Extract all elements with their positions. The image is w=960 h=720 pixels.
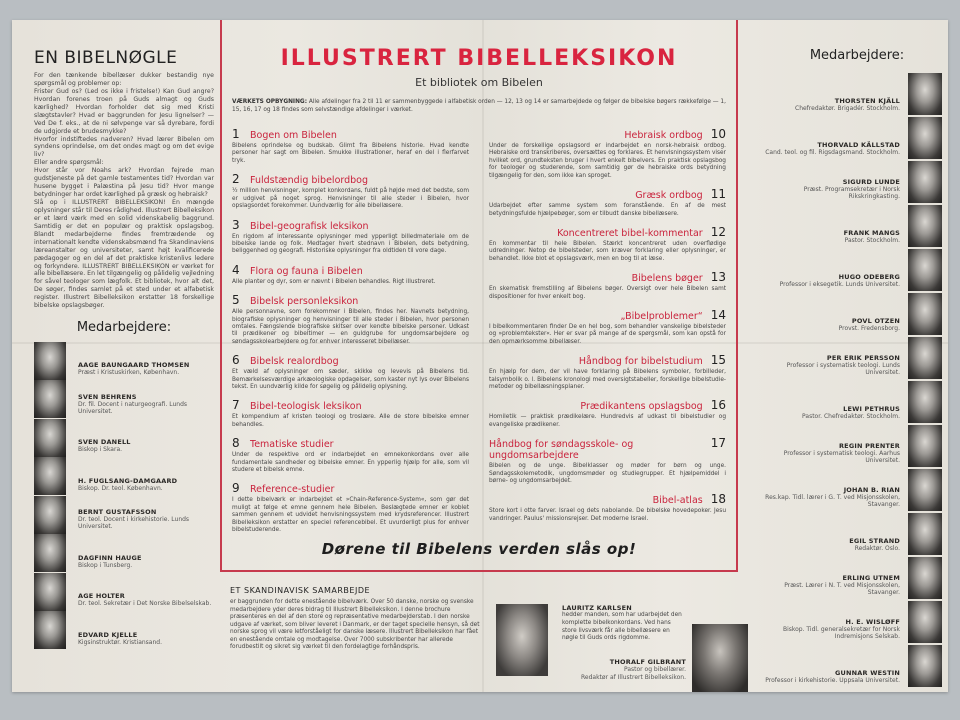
collab-text: er baggrunden for dette enestående bibelværk. Over 50 danske, norske og svenske medarbejdere yder deres bidrag til Illustrert Bibelleksikon. I denne brochure præsenteres en del af den store og repræsentative medarbejderstab. I den norske udgave af værket, som bliver leveret i Danmark, er der taget specielle hensyn, så det norske sprog vil være letforståeligt for danske læsere. Illustrert Bibelleksikon har fået en enestående omtale og modtagelse. Over 7000 subskribenter har allerede forudbestilt og sikret sig værket til den fordelagtige forhåndspris. — [230, 599, 480, 651]
contributor — [34, 341, 214, 380]
portrait-photo — [908, 513, 942, 555]
section-entry — [489, 127, 726, 180]
contributor-name: EDVARD KJELLE — [78, 630, 138, 639]
contributor — [752, 467, 942, 511]
contributor-role: Professor i eksegetik. Lunds Universitet. — [779, 280, 900, 288]
gilbrant-role: Pastor og bibellærer. — [624, 666, 686, 674]
section-description: Alle planter og dyr, som er nævnt i Bibelen behandles. Rigt illustreret. — [232, 278, 436, 285]
slogan: Dørene til Bibelens verden slås op! — [321, 540, 637, 558]
gilbrant-role: Redaktør af Illustrert Bibelleksikon. — [581, 673, 686, 681]
contributor-role: Kigsinstruktør. Kristiansand. — [78, 638, 162, 646]
section-number: 5 — [232, 293, 240, 308]
section-number: 15 — [710, 353, 726, 368]
intro-paragraph: Slå op i ILLUSTRERT BIBELLEKSIKON! En mængde oplysninger står til Deres rådighed. Illustrert Bibelleksikon er et lærd værk med en solid videnskabelig baggrund. Samtidig er det en populær og praktisk opslagsbog. Blandt medarbejderne findes fremtrædende og internationalt kendte videnskabsmænd fra Skandinaviens læreanstalter og universiteter, samt højt kvalificerede pædagoger og en del af det praktiske kristenlivs ledere og forkyndere. ILLUSTRERT BIBELLEKSIKON er værket for alle bibellæsere. En let tilgængelig og pålidelig vejledning for såvel teologer som lægfolk. Et bibliotek, hvor alt det, De søger, findes samlet på et sted under et alfabetisk register. Illustrert Bibelleksikon erstatter 18 forskellige bibelske opslagsbøger. — [34, 199, 214, 310]
contributor — [752, 291, 942, 335]
section-title: Reference-studier — [250, 484, 335, 496]
section-title: Bibelsk personleksikon — [250, 296, 359, 308]
sections-column-right — [479, 120, 736, 534]
portrait-photo — [908, 293, 942, 335]
section-title: Bibelsk realordbog — [250, 356, 339, 368]
contributor-name: REGIN PRENTER — [838, 441, 900, 450]
section-description: I bibelkommentaren finder De en hel bog, som behandler vanskelige bibelsteder og »problemtekster«. Her er svar på mange af de spørgsmål, som kan opstå for den opmærksomme bibellæser. — [489, 323, 726, 345]
section-number: 12 — [710, 224, 726, 239]
section-description: I dette bibelværk er indarbejdet et »Chain-Reference-System«, som gør det muligt at følge et emne gennem hele Bibelen. Beslægtede emner er koblet sammen gennem et udvidet henvisningssystem med krydsreferencer. Illustrert Bibelleksikon erstatter en speciel referencebibel. Et uvurderligt plus for enhver bibelstuderende. — [232, 497, 469, 534]
section-description: Bibelens oprindelse og budskab. Glimt fra Bibelens historie. Hvad kendte personer har sagt om Bibelen. Smukke illustrationer, heraf en del i flerfarvet tryk. — [232, 143, 469, 164]
section-title: Bibel-geografisk leksikon — [250, 220, 369, 232]
contributor-name: SIGURD LUNDE — [842, 177, 900, 186]
section-title: Græsk ordbog — [635, 190, 703, 202]
section-entry — [489, 308, 726, 346]
section-number: 6 — [232, 353, 240, 368]
section-description: Homiletik — praktisk prædikelære. Hundredvis af udkast til bibelstudier og evangeliske prædikener. — [489, 414, 726, 428]
section-description: Store kort i otte farver. Israel og dets nabolande. De bibelske hovedepoker. Jesu vandringer. Paulus' missionsrejser. Det moderne Israel. — [489, 508, 726, 522]
contributor-name: AGE HOLTER — [78, 592, 125, 601]
intro-text — [34, 72, 214, 310]
contributor-role: Pastor. Stockholm. — [844, 236, 900, 244]
contributor — [34, 380, 214, 419]
portrait-photo — [34, 419, 66, 457]
contributor-role: Chefredaktør. Brigadér. Stockholm. — [795, 104, 900, 112]
contents-box — [220, 20, 738, 572]
section-entry — [489, 492, 726, 523]
section-number: 13 — [710, 270, 726, 285]
contributor-role: Dr. teol. Docent i kirkehistorie. Lunds Universitet. — [78, 516, 190, 531]
contributor-name: LEWI PETHRUS — [843, 404, 900, 413]
structure-text: Alle afdelinger fra 2 til 11 er sammenbyggede i alfabetisk orden — 12, 13 og 14 er samarbejdede og følger de bibelske bøgers rækkefølge — 1, 15, 16, 17 og 18 findes som selvstændige afdelinger i værket. — [232, 99, 726, 113]
portrait-photo — [908, 337, 942, 379]
section-number: 11 — [710, 187, 726, 202]
contributor-role: Biskop i Tunsberg. — [78, 561, 133, 569]
contributor — [752, 511, 942, 555]
portrait-photo — [908, 601, 942, 643]
contributor-role: Res.kap. Tidl. lærer i G. T. ved Misjonsskolen, Stavanger. — [765, 493, 900, 508]
section-number: 17 — [710, 436, 726, 451]
contributor-role: Provst. Fredensborg. — [838, 324, 900, 332]
contributor-name: ERLING UTNEM — [842, 573, 900, 582]
contributor — [34, 534, 214, 573]
section-description: En skematisk fremstilling af Bibelens bøger. Oversigt over hele Bibelen samt dispositioner for hver enkelt bog. — [489, 286, 726, 300]
contributor-name: H. FUGLSANG-DAMGAARD — [78, 476, 178, 485]
contributor — [752, 159, 942, 203]
contributor-role: Biskop. Tidl. generalsekretær for Norsk Indremisjons Selskab. — [782, 625, 900, 640]
section-number: 9 — [232, 481, 240, 496]
section-entry — [232, 293, 469, 346]
section-description: Et kompendium af kristen teologi og troslære. Alle de store bibelske emner behandles. — [232, 414, 469, 428]
contributor-role: Biskop. Dr. teol. København. — [78, 484, 163, 492]
portrait-photo — [34, 457, 66, 495]
section-description: ½ million henvisninger, komplet konkordans, fuldt på højde med det bedste, som er udgivet på noget sprog. Henvisninger til alle steder i Bibelen, hvor opslagsordet forekommer. Uundværlig for alle bibellæsere. — [232, 188, 469, 210]
section-description: Alle personnavne, som forekommer i Bibelen, findes her. Navnets betydning, biografiske oplysninger og henvisninger til alle steder i Bibelen, hvor personen omtales. Fængslende biografiske skitser over kendte bibelske personer. Udkast til prædikener og bibeltimer — en guldgrube for ungdomsarbejdere og søndagsskolearbejdere og for enhver interesseret bibellæser. — [232, 309, 469, 345]
contributor — [752, 379, 942, 423]
section-description: Under de respektive ord er indarbejdet en emnekonkordans over alle fundamentale sandheder og bibelske emner. En ypperlig hjælp for alle, som vil studere et bibelsk emne. — [232, 452, 469, 473]
contributor-name: BERNT GUSTAFSSON — [78, 508, 157, 517]
contributor — [752, 555, 942, 599]
contributor-role: Dr. teol. Sekretær i Det Norske Bibelselskab. — [78, 600, 212, 608]
contributor — [34, 611, 214, 650]
section-number: 1 — [232, 127, 240, 142]
contributor — [34, 495, 214, 534]
section-description: Et væld af oplysninger om sæder, skikke og levevis på Bibelens tid. Bemærkelsesværdige arkæologiske opdagelser, som kaster nyt lys over Bibelens tekst. En uundværlig kilde for søgelig og pålidelig oplysning. — [232, 369, 469, 390]
section-entry — [232, 398, 469, 429]
section-number: 14 — [710, 307, 726, 322]
contributor-role: Professor i systematisk teologi. Aarhus Universitet. — [783, 449, 900, 464]
portrait-photo — [908, 73, 942, 115]
scandinavian-collab-section — [230, 586, 480, 652]
section-number: 18 — [710, 492, 726, 507]
lexicon-subtitle: Et bibliotek om Bibelen — [415, 76, 543, 89]
section-title: Tematiske studier — [250, 439, 334, 451]
contributor — [752, 71, 942, 115]
contributor-name: THORSTEN KJÄLL — [834, 96, 900, 105]
portrait-photo — [34, 534, 66, 572]
editors-section — [496, 604, 746, 704]
contributors-heading: Medarbejdere: — [76, 320, 172, 336]
portrait-photo — [34, 573, 66, 611]
contributor — [752, 643, 942, 687]
contributor-name: SVEN BEHRENS — [78, 392, 137, 401]
section-number: 3 — [232, 217, 240, 232]
gilbrant-name: THORALF GILBRANT — [609, 658, 686, 666]
section-title: Fuldstændig bibelordbog — [250, 175, 369, 187]
section-entry — [489, 187, 726, 218]
contributor-name: THORVALD KÄLLSTAD — [817, 140, 900, 149]
portrait-photo — [34, 342, 66, 380]
section-title: Koncentreret bibel-kommentar — [557, 227, 703, 239]
intro-paragraph: Hvor står vor Noahs ark? Hvordan fejrede man gudstjeneste på det gamle testamentes tid? Hvordan var husene bygget i Palæstina på Jesu tid? Hvor mange betydninger har ordet kærlighed på græsk og hebraisk? — [34, 167, 214, 199]
portrait-photo — [908, 249, 942, 291]
section-title: Håndbog for søndagsskole- og ungdomsarbejdere — [489, 439, 634, 462]
section-description: En kommentar til hele Bibelen. Stærkt koncentreret uden overflødige udredninger. Netop de bibelsteder, som kræver forklaring eller oplysninger, er behandlet. Ikke blot et opslagsværk, men en bog til at læse. — [489, 240, 726, 262]
contributor — [34, 572, 214, 611]
section-description: Under de forskellige opslagsord er indarbejdet en norsk-hebraisk ordbog. Hebraiske ord transkriberes, oversættes og forklares. Et henvisningssystem viser hvilket ord, grundteksten bruger i hvert enkelt bibelvers. En praktisk opslagsbog for teologer og studerende, som samtidig gør de hebraiske ords betydning tilgængelig for den, som ikke kan sproget. — [489, 143, 726, 179]
contributor-name: SVEN DANELL — [78, 438, 131, 447]
section-description: En hjælp for dem, der vil have forklaring på Bibelens symboler, forbilleder, talsymbolik o. l. Bibelens kronologi med oversigtstabeller, forskellige bibelstudie-metoder og bibellæsningsplaner. — [489, 369, 726, 390]
section-number: 4 — [232, 262, 240, 277]
section-title: Bibel-atlas — [652, 495, 703, 507]
contributor-role: Præst. Programsekretær i Norsk Rikskringkasting. — [803, 185, 900, 200]
portrait-photo — [908, 381, 942, 423]
contributor — [752, 247, 942, 291]
left-panel — [34, 48, 214, 649]
contributor-name: HUGO ODEBERG — [838, 272, 900, 281]
contributor-role: Biskop i Skara. — [78, 446, 123, 454]
intro-paragraph: Eller andre spørgsmål: — [34, 159, 104, 167]
section-description: Udarbejdet efter samme system som foranstående. En af de mest betydningsfulde hjælpebøger, som er tilbudt danske bibellæsere. — [489, 203, 726, 217]
contributor-role: Professor i systematisk teologi. Lunds Universitet. — [786, 361, 900, 376]
contributor-name: H. E. WISLØFF — [845, 617, 900, 626]
contributor — [34, 418, 214, 457]
section-entry — [232, 172, 469, 210]
contributor-role: Pastor. Chefredaktør. Stockholm. — [802, 412, 900, 420]
section-entry — [489, 225, 726, 263]
gilbrant-caption — [568, 658, 686, 681]
section-title: Håndbog for bibelstudium — [578, 356, 703, 368]
contributor — [752, 203, 942, 247]
karlsen-portrait-photo — [496, 604, 548, 676]
contributors-heading: Medarbejdere: — [809, 48, 905, 63]
contributor-role: Præst. Lærer i N. T. ved Misjonsskolen, Stavanger. — [784, 581, 900, 596]
karlsen-caption — [562, 604, 682, 643]
portrait-photo — [908, 557, 942, 599]
contributor — [752, 115, 942, 159]
contributor-name: GUNNAR WESTIN — [835, 668, 900, 677]
section-number: 2 — [232, 172, 240, 187]
portrait-photo — [908, 425, 942, 467]
portrait-photo — [908, 645, 942, 687]
contributor-name: POVL OTZEN — [851, 316, 900, 325]
portrait-photo — [34, 611, 66, 649]
portrait-photo — [34, 496, 66, 534]
section-entry — [232, 436, 469, 474]
right-panel — [752, 48, 942, 687]
contributor-role: Præst i Kristuskirken, København. — [78, 369, 180, 377]
portrait-photo — [908, 161, 942, 203]
section-entry — [489, 398, 726, 429]
gilbrant-portrait-photo — [692, 624, 748, 692]
contributor-role: Cand. teol. og fil. Rigsdagsmand. Stockholm. — [765, 148, 900, 156]
section-entry — [232, 218, 469, 256]
contributor-name: DAGFINN HAUGE — [78, 553, 142, 562]
section-title: „Bibelproblemer“ — [620, 310, 703, 322]
intro-paragraph: Hvorfor indstiftedes nadveren? Hvad lærer Bibelen om syndens oprindelse, om det ondes magt og om det evige liv? — [34, 135, 214, 159]
contributor-role: Redaktør. Oslo. — [854, 544, 900, 552]
contributor-name: PER ERIK PERSSON — [826, 353, 900, 362]
lexicon-title: ILLUSTRERT BIBELLEKSIKON — [280, 46, 678, 71]
section-title: Bibelens bøger — [631, 273, 703, 285]
brochure-sheet — [12, 20, 948, 692]
section-description: Bibelen og de unge. Bibelklasser og møder for børn og unge. Søndagsskolemetodik, ungdomsmøder og studiegrupper. Et hjælpemiddel i børne- og ungdomsarbejdet. — [489, 463, 726, 484]
structure-note — [232, 99, 726, 114]
portrait-photo — [34, 380, 66, 418]
contributor-name: JOHAN B. RIAN — [843, 485, 900, 494]
karlsen-text: hedder manden, som har udarbejdet den komplette bibelkonkordans. Ved hans store livsværk får alle bibellæsere en nøgle til Guds ords rigdomme. — [562, 612, 682, 642]
portrait-photo — [908, 469, 942, 511]
portrait-photo — [908, 117, 942, 159]
contributors-list-left — [34, 341, 214, 649]
section-number: 8 — [232, 436, 240, 451]
section-title: Bogen om Bibelen — [250, 130, 337, 142]
contributor — [752, 423, 942, 467]
contributor — [34, 457, 214, 496]
contributor — [752, 335, 942, 379]
section-entry — [232, 353, 469, 391]
intro-paragraph: Frister Gud os? (Led os ikke i fristelse!) Kan Gud angre? Hvordan forenes troen på Guds almagt og Guds kærlighed? Hvordan forholder det sig med Kristi slægtstavler? Hvad er baggrunden for Jesu lignelser? — Ved De f. eks., at de ni sølvpenge var så dyrebare, fordi de udgjorde et brudesmykke? — [34, 87, 214, 135]
collab-heading: ET SKANDINAVISK SAMARBEJDE — [230, 586, 371, 595]
sections-column-left — [222, 120, 479, 534]
section-entry — [489, 436, 726, 485]
section-entry — [232, 481, 469, 534]
contributor-name: AAGE BAUNGAARD THOMSEN — [78, 361, 190, 370]
section-description: En rigdom af interessante oplysninger med ypperligt billedmateriale om de bibelske lande og folk. Medtager hvert stednavn i Bibelen, dets betydning, beliggenhed og geografi. Historiske oplysninger fra oldtiden til vore dage. — [232, 233, 469, 255]
intro-paragraph: For den tænkende bibellæser dukker bestandig nye spørgsmål og problemer op: — [34, 72, 214, 87]
contributor — [752, 599, 942, 643]
section-number: 10 — [710, 127, 726, 142]
section-entry — [489, 353, 726, 391]
contributor-role: Professor i kirkehistorie. Uppsala Universitet. — [765, 676, 900, 684]
structure-label: VÆRKETS OPBYGNING: — [232, 99, 308, 105]
contributor-name: EGIL STRAND — [849, 536, 900, 545]
bibelnogle-heading: EN BIBELNØGLE — [34, 48, 178, 68]
contributor-role: Dr. fil. Docent i naturgeografi. Lunds Universitet. — [78, 400, 188, 415]
karlsen-name: LAURITZ KARLSEN — [562, 604, 632, 612]
section-title: Bibel-teologisk leksikon — [250, 401, 362, 413]
section-entry — [232, 263, 469, 286]
section-number: 7 — [232, 398, 240, 413]
section-number: 16 — [710, 398, 726, 413]
section-entry — [232, 127, 469, 165]
section-title: Flora og fauna i Bibelen — [250, 265, 363, 277]
section-entry — [489, 270, 726, 301]
portrait-photo — [908, 205, 942, 247]
contributor-name: FRANK MANGS — [843, 228, 900, 237]
section-title: Hebraisk ordbog — [624, 130, 703, 142]
section-title: Prædikantens opslagsbog — [580, 401, 703, 413]
